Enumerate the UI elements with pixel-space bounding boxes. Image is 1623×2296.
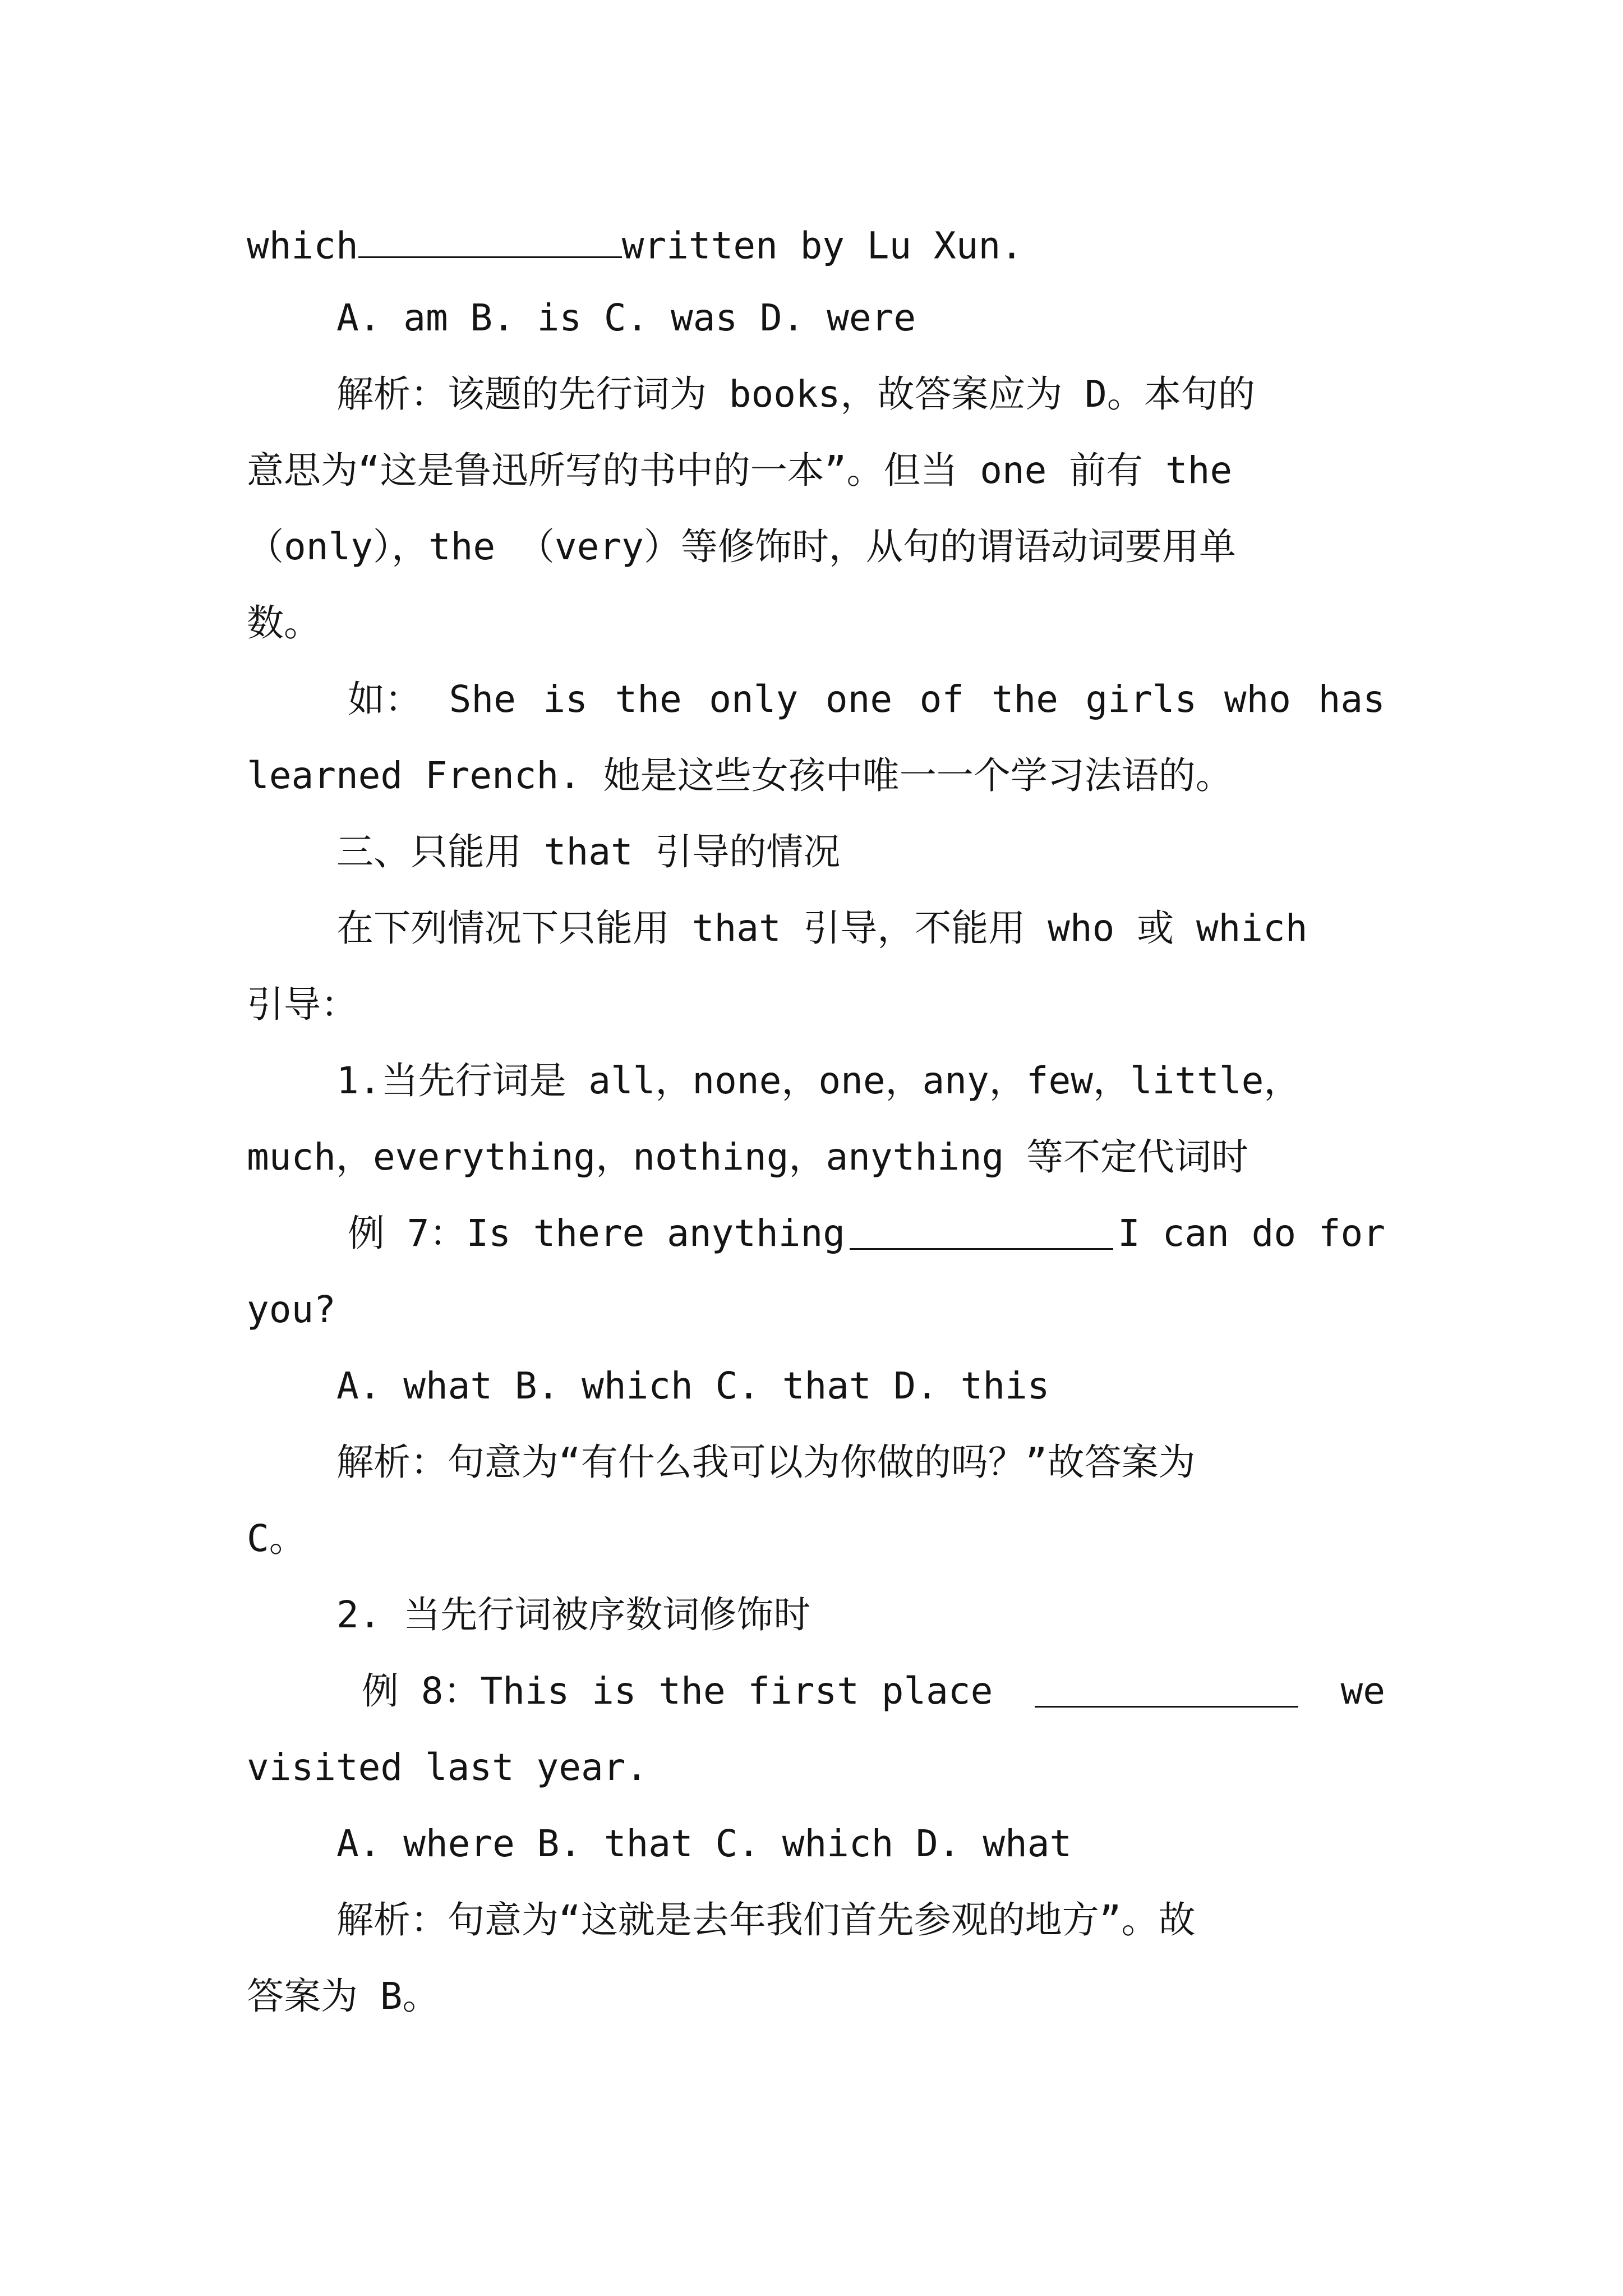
- word: the: [615, 678, 682, 721]
- paragraph-line: 答案为 B。: [247, 1975, 440, 2018]
- paragraph-line: C。: [247, 1517, 306, 1560]
- paragraph-line: you?: [247, 1288, 336, 1331]
- paragraph-line: 数。: [247, 601, 321, 645]
- explanation-line: 解析：句意为“有什么我可以为你做的吗？”故答案为: [336, 1441, 1196, 1484]
- example-question: [348, 1212, 1385, 1255]
- paragraph-line: much，everything，nothing，anything 等不定代词时: [247, 1135, 1249, 1179]
- word: of: [919, 678, 965, 721]
- word: is: [543, 678, 588, 721]
- word: only: [709, 678, 799, 721]
- answer-options: A. am B. is C. was D. were: [336, 296, 916, 339]
- example-question: [362, 1669, 1385, 1713]
- answer-blank: [1035, 1673, 1298, 1708]
- word: has: [1318, 678, 1385, 721]
- word: the: [991, 678, 1058, 721]
- section-heading: 三、只能用 that 引导的情况: [336, 830, 841, 873]
- text-segment: which: [247, 224, 358, 268]
- explanation-line: 解析：该题的先行词为 books，故答案应为 D。本句的: [336, 372, 1255, 416]
- answer-blank: [358, 223, 622, 258]
- text-segment: I can do for: [1118, 1212, 1385, 1255]
- paragraph-line: （only），the （very）等修饰时，从句的谓语动词要用单: [247, 525, 1236, 568]
- answer-options: A. where B. that C. which D. what: [336, 1822, 1072, 1865]
- paragraph-line: 在下列情况下只能用 that 引导，不能用 who 或 which: [336, 907, 1308, 950]
- word: girls: [1085, 678, 1197, 721]
- answer-options: A. what B. which C. that D. this: [336, 1364, 1050, 1407]
- rule-item: 1.当先行词是 all，none，one，any，few，little，: [336, 1059, 1301, 1102]
- rule-item: 2. 当先行词被序数词修饰时: [336, 1593, 811, 1636]
- paragraph-line: 引导：: [247, 983, 358, 1026]
- word: one: [825, 678, 893, 721]
- paragraph-line: visited last year.: [247, 1746, 648, 1789]
- answer-blank: [850, 1215, 1113, 1250]
- word: 如：: [348, 678, 422, 721]
- text-segment: 例 8：This is the first place: [362, 1669, 993, 1713]
- explanation-line: 解析：句意为“这就是去年我们首先参观的地方”。故: [336, 1898, 1196, 1941]
- word: who: [1224, 678, 1292, 721]
- text-segment: 例 7：Is there anything: [348, 1212, 845, 1255]
- word: She: [449, 678, 516, 721]
- text-segment: we: [1340, 1669, 1385, 1713]
- paragraph-line: learned French. 她是这些女孩中唯一一个学习法语的。: [247, 754, 1233, 797]
- question-continuation: [247, 223, 1385, 268]
- text-segment: written by Lu Xun.: [621, 224, 1023, 268]
- paragraph-line: 意思为“这是鲁迅所写的书中的一本”。但当 one 前有 the: [247, 449, 1233, 492]
- example-sentence: [348, 678, 1385, 721]
